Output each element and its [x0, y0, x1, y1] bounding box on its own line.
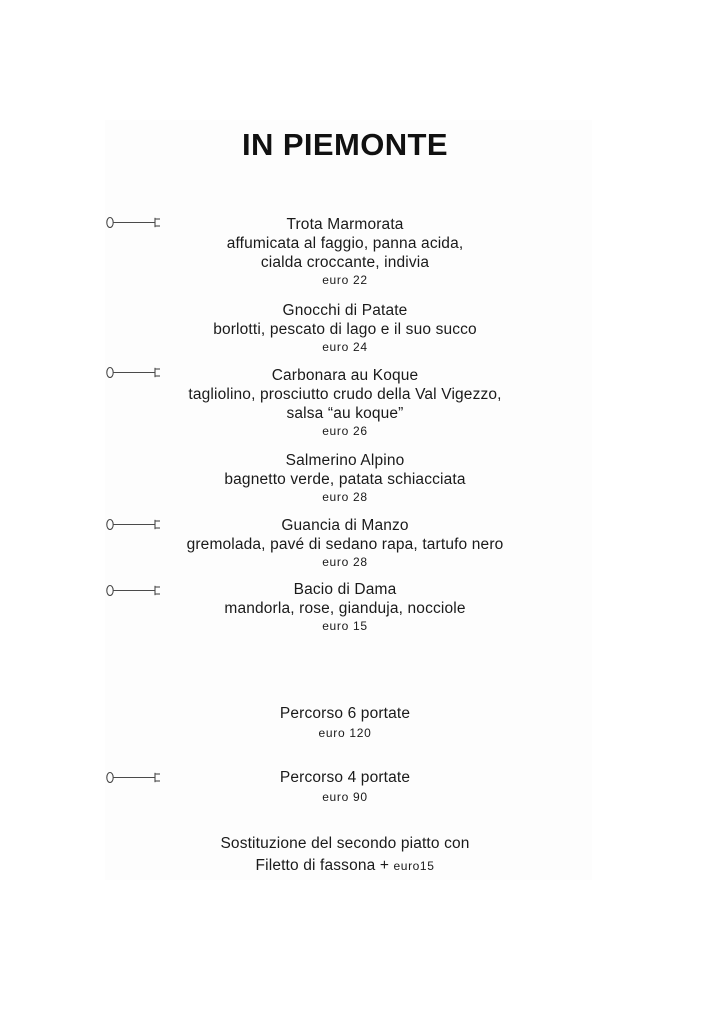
- dish-description: salsa “au koque”: [286, 405, 404, 422]
- dish-name: Guancia di Manzo: [281, 517, 409, 534]
- dish-item: [0, 215, 690, 289]
- dish-item: [0, 580, 690, 635]
- dish-name: Carbonara au Koque: [271, 367, 419, 384]
- course-item: [0, 704, 690, 742]
- footer-line-2: [0, 855, 690, 877]
- dish-description: bagnetto verde, patata schiacciata: [224, 471, 466, 488]
- dish-name: Trota Marmorata: [286, 216, 404, 233]
- course-item: [0, 768, 690, 806]
- course-price: euro 90: [322, 790, 368, 804]
- course-name: Percorso 6 portate: [279, 705, 411, 722]
- dish-item: [0, 366, 690, 440]
- dish-price: euro 24: [322, 340, 368, 354]
- dish-item: [0, 301, 690, 356]
- dish-description: mandorla, rose, gianduja, nocciole: [224, 600, 466, 617]
- page-title: IN PIEMONTE: [242, 127, 448, 162]
- footer-line-1: Sostituzione del secondo piatto con: [220, 835, 470, 852]
- dish-name: Gnocchi di Patate: [282, 302, 408, 319]
- dish-name: Salmerino Alpino: [285, 452, 405, 469]
- dish-item: [0, 516, 690, 571]
- dish-description: cialda croccante, indivia: [260, 254, 430, 271]
- dish-price: euro 28: [322, 490, 368, 504]
- course-name: Percorso 4 portate: [279, 769, 411, 786]
- dish-description: affumicata al faggio, panna acida,: [226, 235, 464, 252]
- dish-description: borlotti, pescato di lago e il suo succo: [213, 321, 477, 338]
- footer-substitution-label: Filetto di fassona +: [255, 857, 394, 874]
- dish-price: euro 26: [322, 424, 368, 438]
- dish-description: tagliolino, prosciutto crudo della Val Vigezzo,: [188, 386, 502, 403]
- dish-price: euro 15: [322, 619, 368, 633]
- dish-price: euro 28: [322, 555, 368, 569]
- dish-price: euro 22: [322, 273, 368, 287]
- course-price: euro 120: [318, 726, 372, 740]
- dish-name: Bacio di Dama: [293, 581, 397, 598]
- dish-item: [0, 451, 690, 506]
- footer-substitution-price: euro15: [393, 859, 435, 873]
- dish-description: gremolada, pavé di sedano rapa, tartufo nero: [186, 536, 504, 553]
- footer-note: [0, 833, 690, 877]
